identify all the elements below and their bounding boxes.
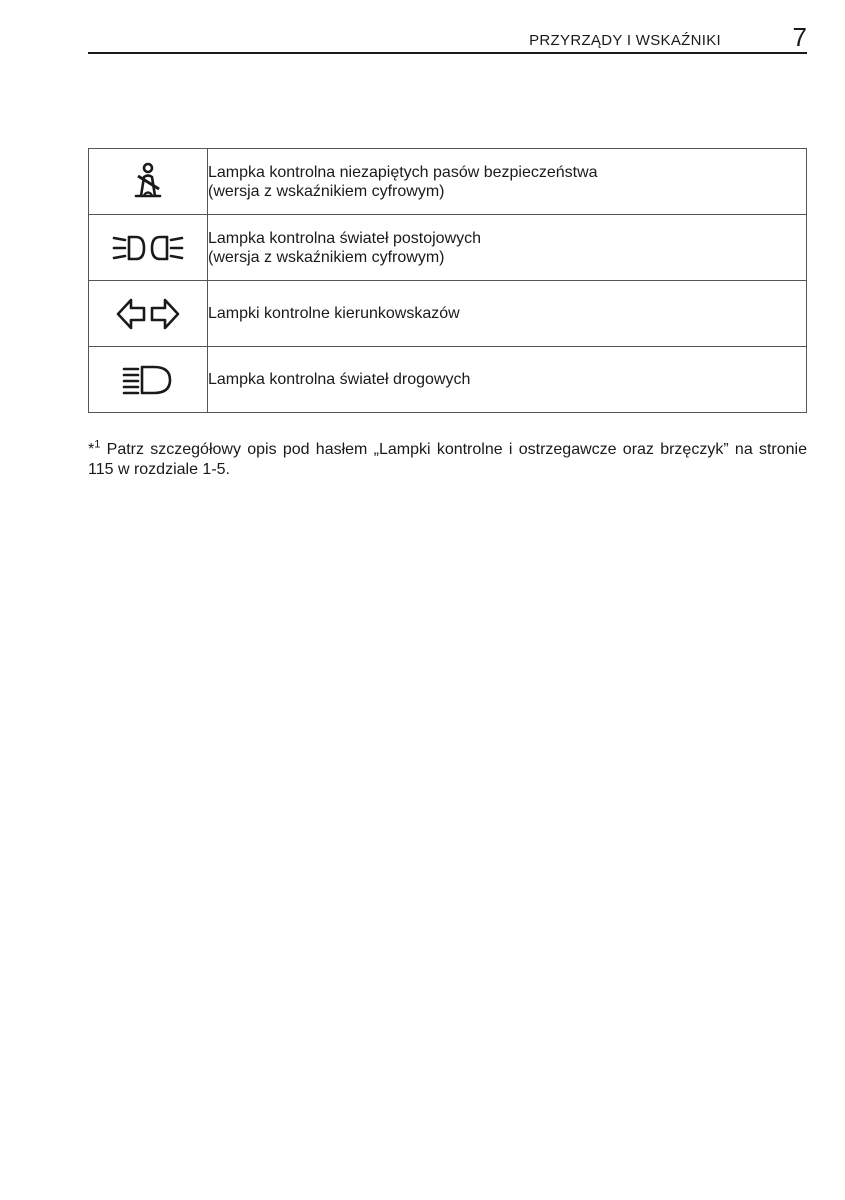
footnote-prefix: * xyxy=(88,441,95,458)
icon-cell xyxy=(89,215,208,281)
indicator-description: Lampka kontrolna świateł drogowych xyxy=(208,347,807,413)
page-number: 7 xyxy=(792,22,807,52)
turn-signal-arrows-icon xyxy=(116,296,180,332)
indicator-description: Lampka kontrolna niezapiętych pasów bezpieczeństwa (wersja z wskaźnikiem cyfrowym) xyxy=(208,149,807,215)
seatbelt-warning-icon xyxy=(128,162,168,202)
footnote-text: Patrz szczegółowy opis pod hasłem „Lampki kontrolne i ostrzegawcze oraz brzęczyk” na stronie 115 w rozdziale 1-5. xyxy=(88,441,808,478)
icon-cell xyxy=(89,281,208,347)
high-beam-icon xyxy=(122,363,174,397)
indicator-description: Lampka kontrolna świateł postojowych (wersja z wskaźnikiem cyfrowym) xyxy=(208,215,807,281)
parking-lights-icon xyxy=(112,231,184,265)
table-row xyxy=(89,347,807,413)
footnote xyxy=(88,440,807,480)
footnote-marker: 1 xyxy=(94,438,101,451)
table-row xyxy=(89,149,807,215)
indicator-table xyxy=(88,148,807,413)
table-row xyxy=(89,215,807,281)
table-row xyxy=(89,281,807,347)
indicator-description: Lampki kontrolne kierunkowskazów xyxy=(208,281,807,347)
section-title: PRZYRZĄDY I WSKAŹNIKI xyxy=(529,32,721,49)
icon-cell xyxy=(89,149,208,215)
icon-cell xyxy=(89,347,208,413)
page-header xyxy=(88,22,807,54)
